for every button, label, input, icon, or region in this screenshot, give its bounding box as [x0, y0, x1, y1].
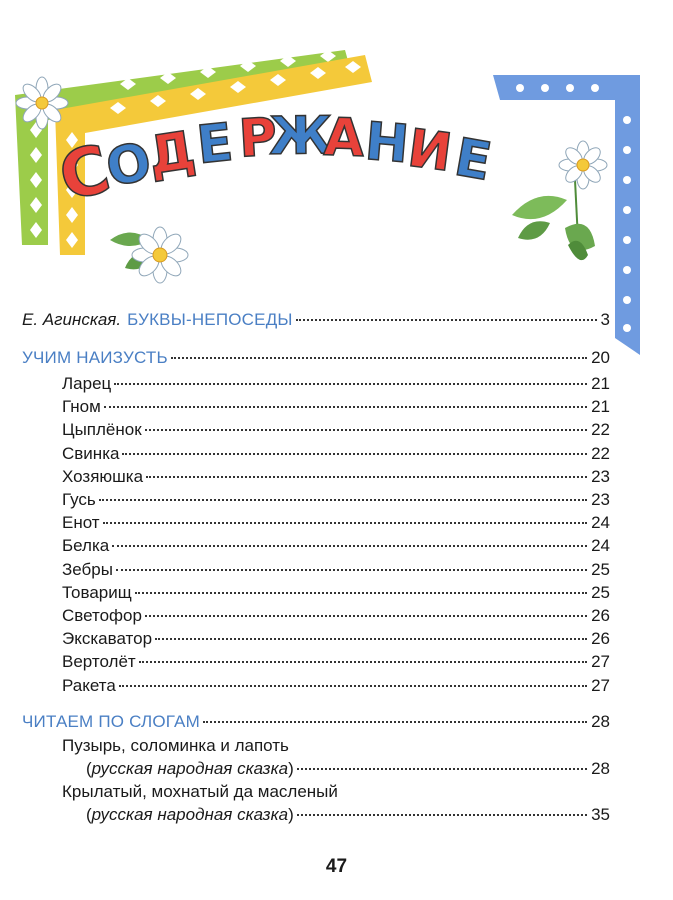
entry-note: (русская народная сказка)	[86, 805, 294, 824]
page-ref: 25	[591, 582, 610, 602]
toc-entry[interactable]	[62, 490, 610, 510]
dot-leader	[114, 383, 587, 385]
page-ref: 24	[591, 536, 610, 556]
page-ref: 26	[591, 606, 610, 625]
page-ref: 22	[591, 443, 610, 463]
entry-title: Цыплёнок	[62, 420, 142, 440]
entry-title: Ракета	[62, 675, 116, 695]
toc-entry[interactable]	[62, 629, 610, 649]
dot-leader	[103, 522, 587, 524]
toc-section-chitaem-po-slogam[interactable]	[22, 712, 610, 732]
dot-leader	[146, 476, 587, 478]
entry-title: Пузырь, соломинка и лапоть	[62, 736, 289, 755]
page-ref: 26	[591, 629, 610, 649]
toc-entry[interactable]	[62, 513, 610, 533]
entry-title: Белка	[62, 536, 110, 556]
dot-leader	[297, 814, 587, 816]
toc-entry[interactable]	[62, 420, 610, 440]
page-ref: 35	[591, 805, 610, 824]
dot-leader	[145, 615, 587, 617]
page-ref: 25	[591, 559, 610, 579]
entry-title: Енот	[62, 513, 100, 533]
toc-entry[interactable]	[62, 444, 610, 464]
dot-leader	[203, 721, 587, 723]
dot-leader	[171, 357, 587, 359]
dot-leader	[122, 453, 587, 455]
title-letter: О	[101, 131, 157, 200]
page-ref: 21	[591, 397, 610, 417]
toc-entry[interactable]	[62, 606, 610, 626]
title-letter: Д	[144, 120, 200, 187]
toc-entry[interactable]	[62, 397, 610, 417]
dot-leader	[145, 429, 587, 431]
dot-leader	[99, 499, 587, 501]
entry-title: БУКВЫ-НЕПОСЕДЫ	[127, 310, 293, 329]
entry-note: (русская народная сказка)	[86, 759, 294, 778]
entry-title: Товарищ	[62, 582, 132, 602]
page-ref: 27	[591, 652, 610, 672]
toc-entry[interactable]	[86, 805, 610, 825]
toc-entry[interactable]	[62, 374, 610, 394]
toc-entry[interactable]	[62, 560, 610, 580]
dot-leader	[139, 661, 587, 663]
page-ref: 23	[591, 466, 610, 486]
page-number: 47	[325, 856, 348, 877]
entry-title: Свинка	[62, 443, 120, 463]
title-letter: Е	[194, 112, 236, 177]
dot-leader	[112, 545, 587, 547]
author-name: Е. Агинская.	[22, 310, 122, 329]
toc-entry-bukvy[interactable]	[22, 310, 610, 330]
dot-leader	[297, 768, 587, 770]
toc-entry-line[interactable]	[62, 736, 610, 756]
title-letter: С	[51, 129, 118, 217]
entry-title: Светофор	[62, 606, 142, 625]
dot-leader	[116, 569, 587, 571]
title-letter: И	[404, 118, 456, 184]
page-ref: 23	[591, 490, 610, 509]
entry-title: Ларец	[62, 374, 112, 393]
page-ref: 3	[600, 310, 610, 329]
toc-entry[interactable]	[62, 676, 610, 696]
toc-section-uchim-naizust[interactable]	[22, 348, 610, 368]
page-ref: 28	[591, 759, 610, 778]
page-ref: 22	[591, 420, 610, 440]
entry-title: Крылатый, мохнатый да масленый	[62, 782, 338, 801]
entry-title: Гусь	[62, 490, 96, 509]
title-letter: Е	[450, 127, 496, 193]
entry-title: Вертолёт	[62, 652, 136, 672]
section-title: УЧИМ НАИЗУСТЬ	[22, 348, 168, 367]
toc-entry[interactable]	[62, 467, 610, 487]
title-letter: Н	[362, 111, 412, 176]
entry-title: Гном	[62, 397, 101, 417]
entry-title: Хозяюшка	[62, 466, 144, 486]
dot-leader	[104, 406, 587, 408]
section-title: ЧИТАЕМ ПО СЛОГАМ	[22, 712, 200, 731]
dot-leader	[296, 319, 597, 321]
toc-entry[interactable]	[62, 583, 610, 603]
toc-entry[interactable]	[62, 536, 610, 556]
dot-leader	[155, 638, 587, 640]
dot-leader	[135, 592, 587, 594]
page-ref: 21	[591, 374, 610, 393]
entry-title: Зебры	[62, 559, 113, 579]
page-ref: 27	[591, 675, 610, 695]
title-letter: А	[322, 107, 366, 169]
toc-entry[interactable]	[62, 652, 610, 672]
toc-entry[interactable]	[86, 759, 610, 779]
page-ref: 24	[591, 513, 610, 533]
page-ref: 20	[591, 348, 610, 367]
title-letter: Р	[237, 107, 279, 170]
page-ref: 28	[591, 712, 610, 731]
entry-title: Экскаватор	[62, 629, 153, 649]
toc-entry-line[interactable]	[62, 782, 610, 802]
title-letter: Ж	[268, 106, 334, 167]
dot-leader	[119, 685, 587, 687]
